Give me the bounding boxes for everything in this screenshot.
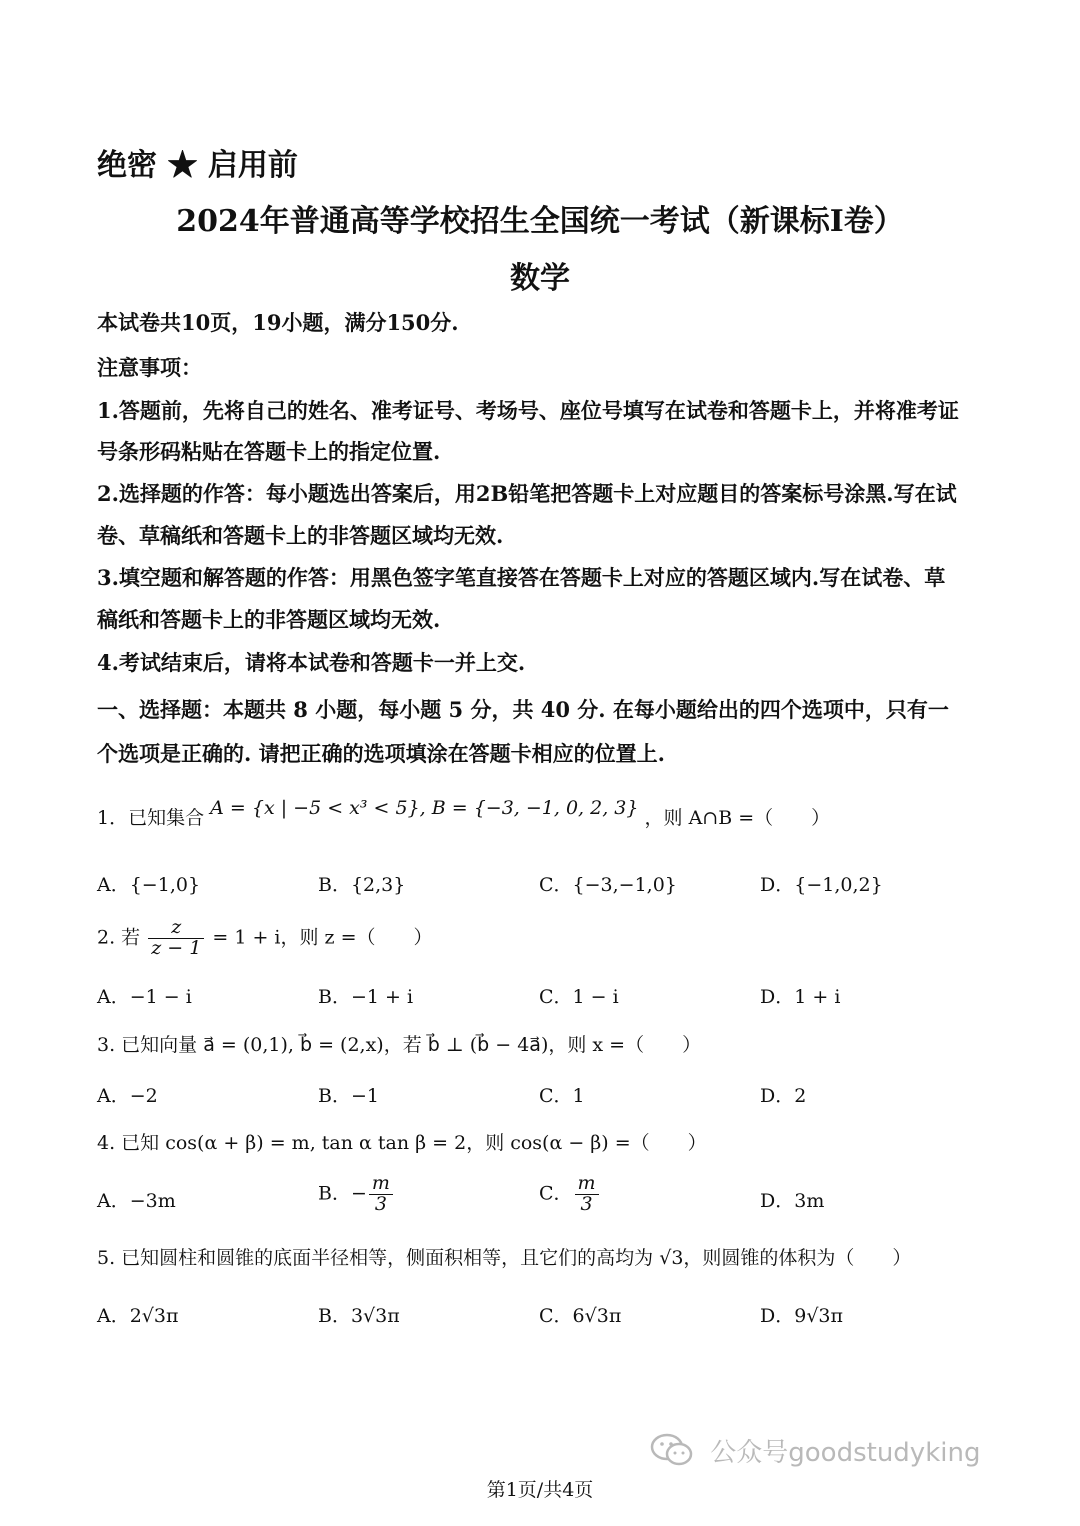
fraction-denominator: z − 1 — [151, 936, 202, 959]
watermark — [650, 1432, 980, 1475]
question-text: = 1 + i，则 z =（ ） — [212, 926, 433, 949]
notice-line: 2.选择题的作答：每小题选出答案后，用2B铅笔把答题卡上对应题目的答案标号涂黑.写在试 — [97, 481, 957, 506]
option-a: A．−2 — [97, 1085, 158, 1107]
question-3-stem: 3. 已知向量 a⃗ = (0,1), b⃗ = (2,x)，若 b⃗ ⊥ (b⃗ − 4a⃗)，则 x =（ ） — [97, 1034, 702, 1056]
option-a: A．2√3π — [97, 1305, 179, 1327]
minus-sign: − — [350, 1182, 367, 1205]
option-b — [318, 1174, 395, 1215]
section-heading-cont: 个选项是正确的. 请把正确的选项填涂在答题卡相应的位置上. — [97, 741, 665, 766]
option-d: D．2 — [760, 1085, 807, 1107]
notice-line: 稿纸和答题卡上的非答题区域均无效. — [97, 607, 441, 632]
question-4-stem: 4. 已知 cos(α + β) = m, tan α tan β = 2，则 cos(α − β) =（ ） — [97, 1132, 707, 1154]
wechat-icon — [650, 1432, 694, 1475]
section-heading: 一、选择题：本题共 8 小题，每小题 5 分，共 40 分. 在每小题给出的四个选项中，只有一 — [97, 697, 949, 722]
option-c: C．1 − i — [539, 986, 619, 1008]
exam-summary: 本试卷共10页，19小题，满分150分. — [97, 310, 459, 335]
option-c: C．6√3π — [539, 1305, 622, 1327]
option-d: D．{−1,0,2} — [760, 874, 883, 896]
fraction-numerator: m — [575, 1174, 599, 1195]
question-1-stem — [97, 797, 831, 830]
option-label: B． — [318, 1182, 351, 1205]
option-a: A．−1 − i — [97, 986, 192, 1008]
notice-line: 4.考试结束后，请将本试卷和答题卡一并上交. — [97, 650, 526, 675]
fraction-denominator: 3 — [580, 1192, 593, 1215]
confidential-label: 绝密 ★ 启用前 — [97, 148, 298, 183]
fraction — [148, 918, 204, 959]
notice-line: 号条形码粘贴在答题卡上的指定位置. — [97, 439, 441, 464]
option-b: B．{2,3} — [318, 874, 406, 896]
page-number: 第1页/共4页 — [486, 1479, 594, 1501]
question-text: 2. 若 — [97, 926, 141, 949]
notice-line: 1.答题前，先将自己的姓名、准考证号、考场号、座位号填写在试卷和答题卡上，并将准考证 — [97, 398, 959, 423]
option-c: C．1 — [539, 1085, 585, 1107]
option-label: C． — [539, 1182, 573, 1205]
fraction — [575, 1174, 599, 1215]
option-b: B．3√3π — [318, 1305, 400, 1327]
question-2-stem — [97, 918, 433, 959]
watermark-text: 公众号goodstudyking — [710, 1438, 981, 1468]
question-5-stem: 5. 已知圆柱和圆锥的底面半径相等，侧面积相等，且它们的高均为 √3，则圆锥的体积为（ ） — [97, 1247, 912, 1269]
option-b: B．−1 + i — [318, 986, 414, 1008]
fraction — [369, 1174, 393, 1215]
option-a: A．−3m — [97, 1190, 176, 1212]
option-d: D．3m — [760, 1190, 825, 1212]
option-d: D．9√3π — [760, 1305, 844, 1327]
notice-heading: 注意事项： — [97, 355, 202, 380]
fraction-numerator: m — [369, 1174, 393, 1195]
exam-title: 2024年普通高等学校招生全国统一考试（新课标I卷） — [176, 204, 904, 239]
question-text: 1．已知集合 — [97, 807, 205, 829]
notice-line: 3.填空题和解答题的作答：用黑色签字笔直接答在答题卡上对应的答题区域内.写在试卷、草 — [97, 565, 946, 590]
option-b: B．−1 — [318, 1085, 379, 1107]
fraction-numerator: z — [148, 918, 204, 939]
question-text: ，则 A∩B =（ ） — [644, 807, 831, 829]
option-a: A．{−1,0} — [97, 874, 201, 896]
option-d: D．1 + i — [760, 986, 841, 1008]
question-math: A = {x | −5 < x³ < 5}, B = {−3, −1, 0, 2, 3} — [210, 797, 639, 819]
fraction-denominator: 3 — [374, 1192, 387, 1215]
subject-title: 数学 — [510, 261, 570, 296]
notice-line: 卷、草稿纸和答题卡上的非答题区域均无效. — [97, 523, 504, 548]
option-c: C．{−3,−1,0} — [539, 874, 677, 896]
option-c — [539, 1174, 601, 1215]
